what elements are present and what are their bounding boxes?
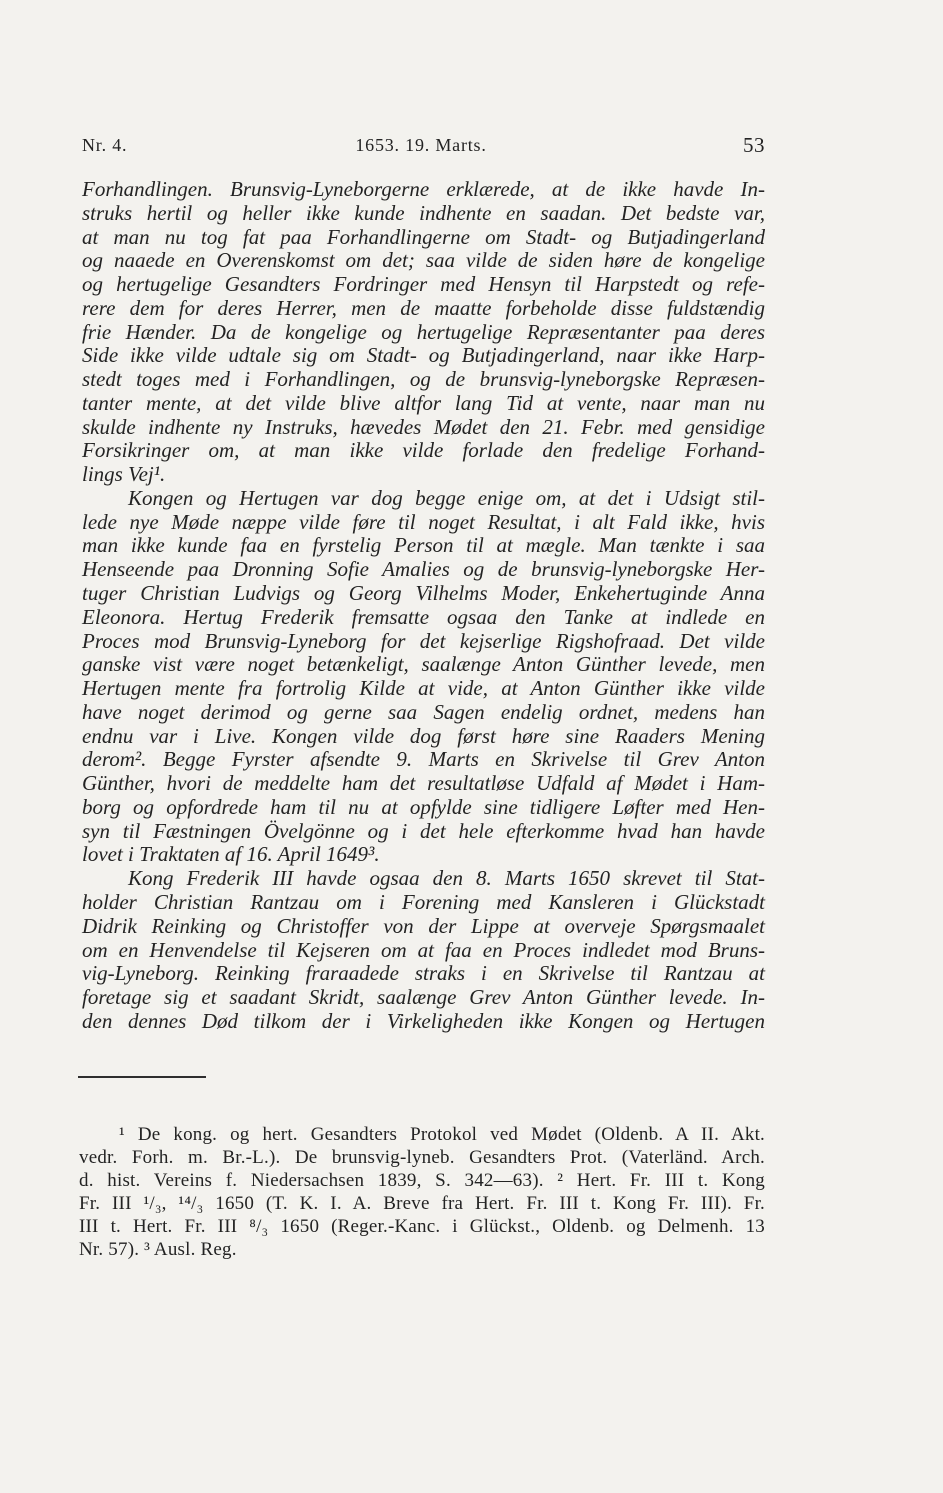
footnote-line: III t. Hert. Fr. III ⁸/₃ 1650 (Reger.-Kanc. i Glückst., Oldenb. og Delmenh. 13 — [79, 1216, 765, 1237]
body-text — [82, 178, 765, 1034]
body-line: Didrik Reinking og Christoffer von der Lippe at overveje Spørgsmaalet — [82, 913, 765, 938]
body-line: struks hertil og heller ikke kunde indhente en saadan. Det bedste var, — [82, 200, 765, 225]
body-line: Hertugen mente fra fortrolig Kilde at vide, at Anton Günther ikke vilde — [82, 676, 765, 701]
footnote-line: d. hist. Vereins f. Niedersachsen 1839, S. 342—63). ² Hert. Fr. III t. Kong — [79, 1170, 765, 1191]
body-line: og naaede en Overenskomst om det; saa vilde de siden høre de kongelige — [82, 248, 765, 273]
body-line: have noget derimod og gerne saa Sagen endelig ordnet, medens han — [82, 699, 765, 724]
body-line: at man nu tog fat paa Forhandlingerne om Stadt- og Butjadingerland — [82, 224, 765, 249]
paragraph — [82, 867, 765, 1033]
body-line: Kong Frederik III havde ogsaa den 8. Marts 1650 skrevet til Stat- — [128, 866, 765, 891]
body-line: derom². Begge Fyrster afsendte 9. Marts en Skrivelse til Grev Anton — [82, 747, 765, 772]
body-line: borg og opfordrede ham til nu at opfylde sine tidligere Løfter med Hen- — [82, 794, 765, 819]
body-line: tanter mente, at det vilde blive altfor lang Tid at vente, naar man nu — [82, 390, 765, 415]
body-line: Henseende paa Dronning Sofie Amalies og de brunsvig-lyneborgske Her- — [82, 557, 765, 582]
running-head-date: 1653. 19. Marts. — [355, 135, 487, 155]
body-line: endnu var i Live. Kongen vilde dog først høre sine Raaders Mening — [82, 723, 765, 748]
body-line: ganske vist være noget betænkeligt, saalænge Anton Günther levede, men — [82, 652, 765, 677]
page-number: 53 — [743, 133, 765, 157]
body-line: tuger Christian Ludvigs og Georg Vilhelms Moder, Enkehertuginde Anna — [82, 581, 765, 606]
body-line: Günther, hvori de meddelte ham det resultatløse Udfald af Mødet i Ham- — [82, 771, 765, 796]
body-line: Kongen og Hertugen var dog begge enige om, at det i Udsigt stil- — [128, 485, 765, 510]
body-line: syn til Fæstningen Övelgönne og i det hele efterkomme hvad han havde — [82, 818, 765, 843]
footnotes — [79, 1123, 765, 1261]
body-line: Forsikringer om, at man ikke vilde forlade den fredelige Forhand- — [82, 438, 765, 463]
footnote-line: vedr. Forh. m. Br.-L.). De brunsvig-lyneb. Gesandters Prot. (Vaterländ. Arch. — [79, 1147, 765, 1168]
body-line: skulde indhente ny Instruks, hævedes Mødet den 21. Febr. med gensidige — [82, 414, 765, 439]
body-line: rere dem for deres Herrer, men de maatte forbeholde disse fuldstændig — [82, 295, 765, 320]
body-line: om en Henvendelse til Kejseren om at faa en Proces indledet mod Bruns- — [82, 937, 765, 962]
paragraph — [82, 487, 765, 867]
footnote-line: Fr. III ¹/₃, ¹⁴/₃ 1650 (T. K. I. A. Breve fra Hert. Fr. III t. Kong Fr. III). Fr. — [79, 1193, 765, 1214]
body-line: foretage sig et saadant Skridt, saalænge Grev Anton Günther levede. In- — [82, 985, 765, 1010]
body-line: vig-Lyneborg. Reinking fraraadede straks i en Skrivelse til Rantzau at — [82, 961, 765, 986]
body-line: man ikke kunde faa en fyrstelig Person til at mægle. Man tænkte i saa — [82, 533, 765, 558]
running-head-issue: Nr. 4. — [82, 135, 128, 155]
body-line: den dennes Død tilkom der i Virkeligheden ikke Kongen og Hertugen — [82, 1008, 765, 1033]
body-line: holder Christian Rantzau om i Forening med Kansleren i Glückstadt — [82, 889, 765, 914]
body-line: Proces mod Brunsvig-Lyneborg for det kejserlige Rigshofraad. Det vilde — [82, 628, 765, 653]
body-line: Side ikke vilde udtale sig om Stadt- og Butjadingerland, naar ikke Harp- — [82, 343, 765, 368]
body-line: Forhandlingen. Brunsvig-Lyneborgerne erklærede, at de ikke havde In- — [82, 177, 765, 201]
body-line: lings Vej¹. — [82, 462, 166, 487]
footnote-line: Nr. 57). ³ Ausl. Reg. — [79, 1239, 237, 1260]
body-line: stedt toges med i Forhandlingen, og de brunsvig-lyneborgske Repræsen- — [82, 367, 765, 392]
paragraph — [82, 178, 765, 487]
body-line: lovet i Traktaten af 16. April 1649³. — [82, 842, 380, 867]
body-line: Eleonora. Hertug Frederik fremsatte ogsaa den Tanke at indlede en — [82, 604, 765, 629]
body-line: lede nye Møde næppe vilde føre til noget Resultat, i alt Fald ikke, hvis — [82, 509, 765, 534]
footnote-line: ¹ De kong. og hert. Gesandters Protokol ved Mødet (Oldenb. A II. Akt. — [119, 1124, 765, 1145]
body-line: og hertugelige Gesandters Fordringer med Hensyn til Harpstedt og refe- — [82, 272, 765, 297]
body-line: frie Hænder. Da de kongelige og hertugelige Repræsentanter paa deres — [82, 319, 765, 344]
footnote-rule — [78, 1076, 206, 1078]
